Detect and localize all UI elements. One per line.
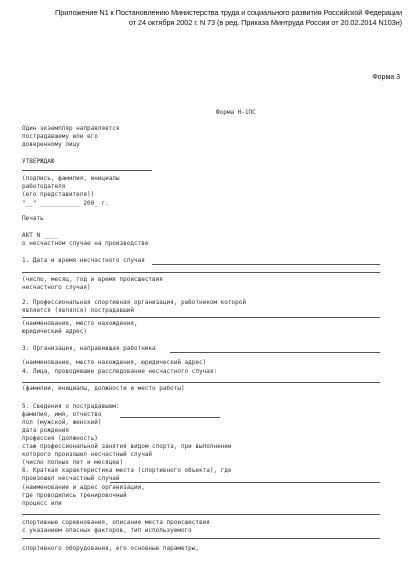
item-5-name-field — [120, 417, 220, 418]
item-6-field-1 — [110, 482, 380, 483]
item-1-label: 1. Дата и время несчастного случая — [22, 257, 145, 264]
act-number: АКТ N ____ — [22, 232, 59, 239]
send-to-line-3: доверенному лицу — [22, 141, 80, 148]
item-5-line-3: пол (мужской, женский) — [22, 419, 102, 426]
header-line-2: от 24 октября 2002 г. N 73 (в ред. Приказа Минтруда России от 20.02.2014 N103н) — [128, 18, 402, 27]
item-6-line-4: где проводились тренировочный — [22, 492, 127, 499]
signature-hint-3: (его представителя)) — [22, 191, 95, 198]
item-5-line-1: 5. Сведения о пострадавшем: — [22, 403, 120, 410]
item-2-line-1: 2. Профессиональная спортивная организация, работником которой — [22, 299, 246, 306]
item-1-field — [152, 264, 380, 265]
item-4-field — [22, 382, 380, 383]
header-line-1: Приложение N1 к Постановлению Министерства труда и социального развития Российской Федерации — [55, 8, 402, 17]
item-3-field — [170, 352, 380, 353]
form-title: Форма Н-1ПС — [216, 109, 256, 116]
tail-line-2: с указанием опасных факторов, тип используемого — [22, 527, 192, 534]
item-4-hint: (фамилии, инициалы, должности и место работы) — [22, 385, 185, 392]
forma-label: Форма 3 — [372, 74, 400, 81]
item-4-label: 4. Лица, проводившие расследование несчастного случая: — [22, 368, 218, 375]
item-6-line-1: 6. Краткая характеристика места (спортивного объекта), где — [22, 467, 232, 474]
signature-hint-2: работодателя — [22, 183, 66, 190]
item-6-line-3: (наименование и адрес организации, — [22, 484, 145, 491]
act-subtitle: о несчастном случае на производстве — [22, 240, 149, 247]
item-5-line-5: профессия (должность) — [22, 435, 98, 442]
seal-label: Печать — [22, 215, 44, 222]
item-1-hint-2: несчастного случая) — [22, 284, 91, 291]
item-2-field — [22, 317, 380, 318]
approve-label: УТВЕРЖДАЮ — [22, 158, 55, 165]
send-to-line-1: Один экземпляр направляется — [22, 125, 120, 132]
tail-line-4: спортивного оборудования, его основные параметры, — [22, 545, 200, 552]
item-2-hint-2: юридический адрес) — [22, 328, 88, 335]
item-5-line-6: стаж профессиональной занятия видом спорта, при выполнении — [22, 443, 232, 450]
signature-line — [22, 170, 152, 171]
item-3-label: 3. Организация, направившая работника — [22, 345, 156, 352]
item-5-line-7: которого произошел несчастный случай — [22, 451, 153, 458]
item-5-line-8: (число полных лет и месяцев) — [22, 459, 124, 466]
tail-line-1: спортивные соревнования, описание места происшествия — [22, 519, 210, 526]
item-1-hint-1: (число, месяц, год и время происшествия — [22, 276, 163, 283]
item-5-line-2: фамилия, имя, отчество — [22, 411, 102, 418]
item-6-line-5: процесс или — [22, 500, 62, 507]
item-6-field-2 — [22, 514, 380, 515]
send-to-line-2: пострадавшему или его — [22, 133, 98, 140]
date-line: "__" ___________ 200_ г. — [22, 200, 109, 207]
item-1-field-2 — [22, 272, 380, 273]
item-5-line-4: дата рождения — [22, 427, 69, 434]
item-2-line-2: является (являлся) пострадавший — [22, 307, 134, 314]
item-2-hint-1: (наименование, место нахождения, — [22, 320, 138, 327]
tail-field — [22, 538, 380, 539]
item-3-hint: (наименование, место нахождения, юридический адрес) — [22, 359, 207, 366]
item-6-line-2: произошел несчастный случай — [22, 475, 120, 482]
signature-hint-1: (подпись, фамилия, инициалы — [22, 175, 120, 182]
document-header — [40, 8, 402, 28]
